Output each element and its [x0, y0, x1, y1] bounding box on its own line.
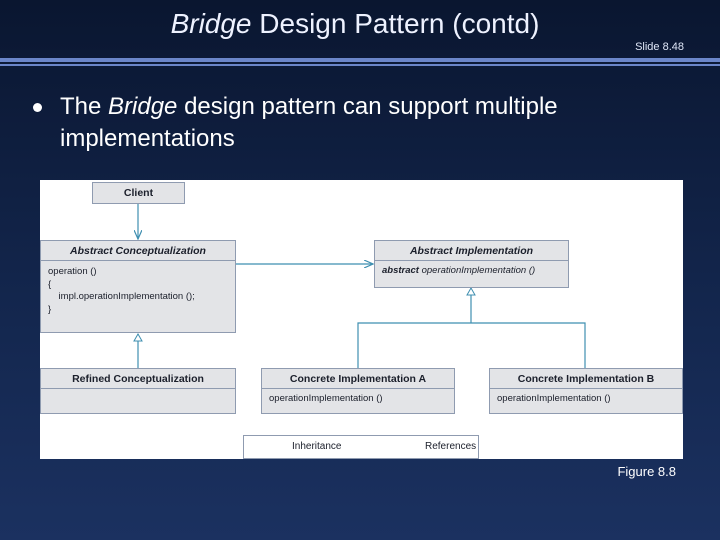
uml-figure: [40, 180, 683, 459]
concrete-a-inheritance-line: [358, 323, 471, 368]
concrete-b-inheritance-line: [471, 323, 585, 368]
bullet-text-em: Bridge: [108, 93, 178, 120]
bullet-text-post: design pattern can support multiple implementations: [60, 93, 558, 152]
abstract-conceptualization-header: Abstract Conceptualization: [41, 241, 235, 261]
refined-conceptualization-box: [40, 368, 236, 414]
abstract-implementation-body: [375, 261, 568, 282]
bullet-dot: [33, 103, 42, 112]
legend-references-label: References: [425, 441, 477, 452]
concrete-a-header: Concrete Implementation A: [262, 369, 454, 389]
client-label: Client: [123, 187, 154, 199]
concrete-implementation-a-box: [261, 368, 455, 414]
client-box: [92, 182, 185, 204]
title-rule-thick: [0, 58, 720, 62]
abstract-conceptualization-box: [40, 240, 236, 333]
bullet-text: [60, 91, 700, 155]
refined-conceptualization-header: Refined Conceptualization: [41, 369, 235, 389]
figure-caption: Figure 8.8: [617, 464, 676, 479]
legend-box: [243, 435, 479, 459]
concrete-implementation-b-box: [489, 368, 683, 414]
title-italic: Bridge: [170, 8, 252, 39]
abstract-implementation-header: Abstract Implementation: [375, 241, 568, 261]
concrete-a-method: operationImplementation (): [269, 393, 383, 404]
ac-line-2: {: [48, 278, 52, 290]
slide-title: [0, 8, 720, 40]
slide-number: Slide 8.48: [635, 41, 684, 53]
abstract-method: operationImplementation (): [418, 265, 536, 276]
ac-line-3: impl.operationImplementation ();: [48, 291, 195, 302]
concrete-b-method: operationImplementation (): [497, 393, 611, 404]
title-rule-thin: [0, 64, 720, 66]
legend-inheritance-label: Inheritance: [292, 441, 342, 452]
concrete-b-header: Concrete Implementation B: [490, 369, 682, 389]
title-rest: Design Pattern (contd): [251, 8, 540, 39]
ac-line-4: }: [48, 303, 52, 315]
bullet-text-pre: The: [60, 93, 109, 120]
abstract-keyword: abstract: [382, 265, 419, 276]
abstract-conceptualization-body: [41, 261, 235, 321]
abstract-implementation-box: [374, 240, 569, 288]
ac-line-1: operation (): [48, 266, 97, 277]
